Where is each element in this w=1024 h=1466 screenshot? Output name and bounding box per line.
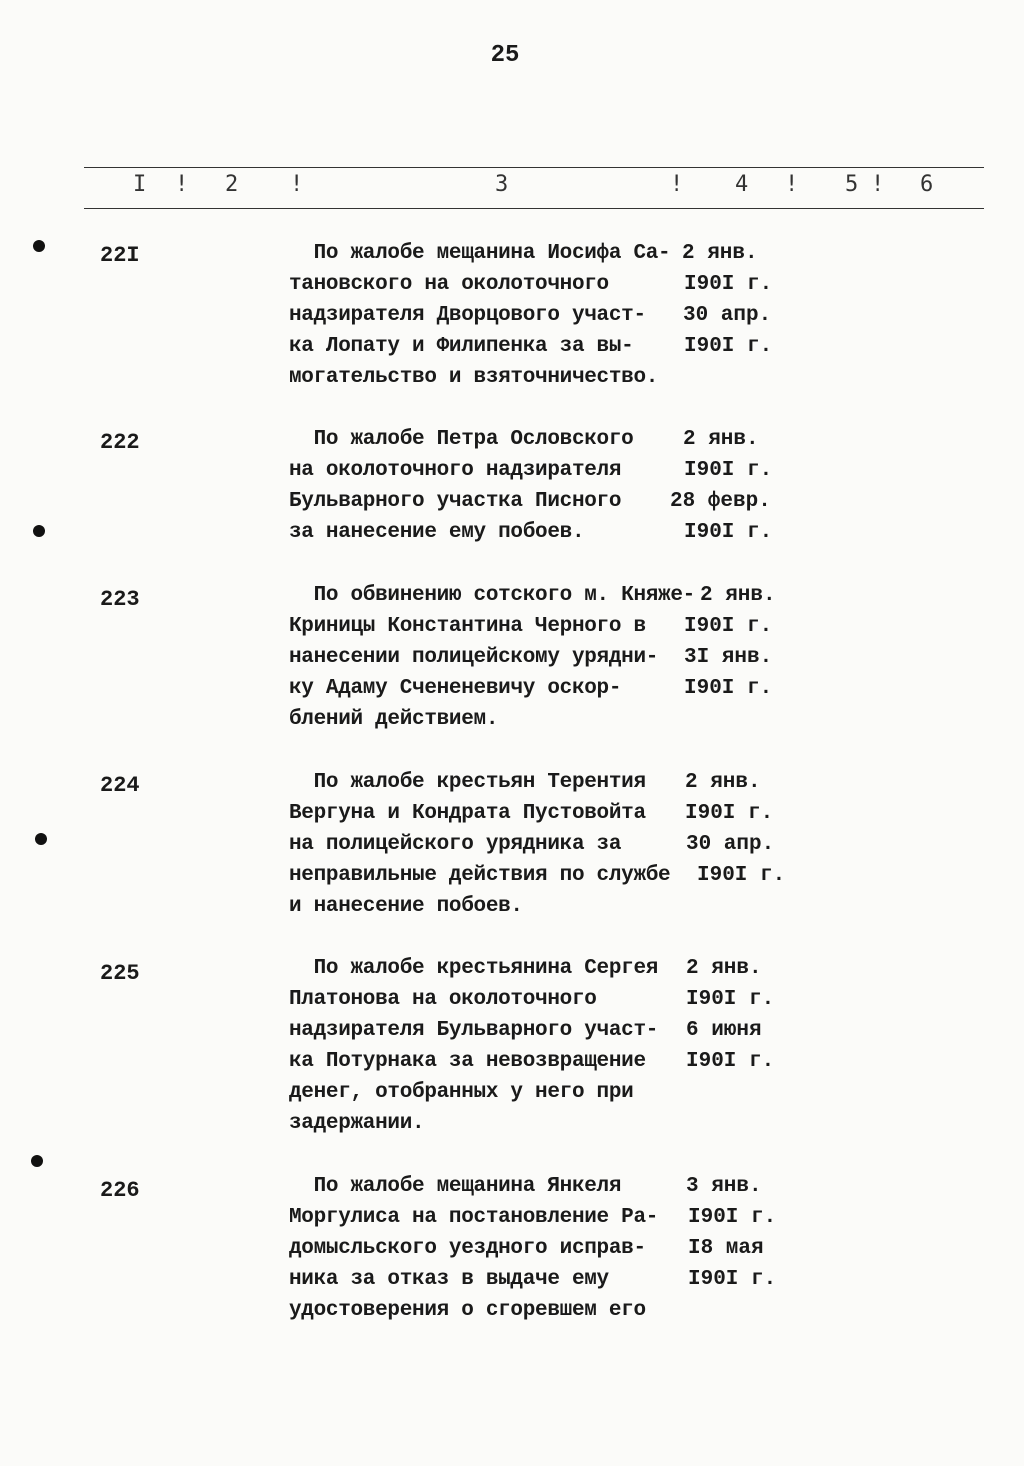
record-text-line: на околоточного надзирателя — [289, 459, 622, 482]
record-text-line: По жалобе мещанина Иосифа Са- — [289, 242, 671, 265]
record-text-line: Платонова на околоточного — [289, 988, 597, 1011]
record-number: 222 — [100, 430, 140, 455]
table-header-bottom-rule — [84, 208, 984, 209]
record-text-line: По обвинению сотского м. Княже- — [289, 584, 695, 607]
record-text-line: надзирателя Дворцового участ- — [289, 304, 646, 327]
record-end-date: I8 мая — [688, 1237, 764, 1260]
record-start-date: 2 янв. — [685, 771, 761, 794]
binding-hole-mark — [33, 240, 45, 252]
record-text-line: ку Адаму Счененевичу оскор- — [289, 677, 622, 700]
column-header-2: 2 — [225, 172, 239, 197]
record-text-line: По жалобе крестьян Терентия — [289, 771, 646, 794]
record-start-date: 2 янв. — [700, 584, 776, 607]
binding-hole-mark — [35, 833, 47, 845]
record-end-date: 6 июня — [686, 1019, 762, 1042]
record-text-line: неправильные действия по службе — [289, 864, 671, 887]
record-end-date: 3I янв. — [684, 646, 773, 669]
record-text-line: ника за отказ в выдаче ему — [289, 1268, 609, 1291]
record-text-line: нанесении полицейскому урядни- — [289, 646, 659, 669]
table-header-top-rule — [84, 167, 984, 168]
record-text-line: блений действием. — [289, 708, 499, 731]
record-number: 225 — [100, 961, 140, 986]
column-header-5: 5 — [845, 172, 859, 197]
record-text-line: денег, отобранных у него при — [289, 1081, 634, 1104]
record-start-date: 2 янв. — [686, 957, 762, 980]
record-number: 224 — [100, 773, 140, 798]
record-end-year: I90I г. — [686, 1050, 775, 1073]
record-text-line: По жалобе крестьянина Сергея — [289, 957, 659, 980]
record-text-line: По жалобе Петра Ословского — [289, 428, 634, 451]
column-separator: ! — [785, 172, 799, 197]
record-text-line: ка Лопату и Филипенка за вы- — [289, 335, 634, 358]
record-number: 223 — [100, 587, 140, 612]
record-text-line: тановского на околоточного — [289, 273, 609, 296]
record-number: 22I — [100, 243, 140, 268]
column-separator: ! — [670, 172, 684, 197]
record-end-year: I90I г. — [684, 677, 773, 700]
column-separator: ! — [290, 172, 304, 197]
record-text-line: домысльского уездного исправ- — [289, 1237, 646, 1260]
record-start-date: 2 янв. — [682, 242, 758, 265]
column-header-4: 4 — [735, 172, 749, 197]
record-number: 226 — [100, 1178, 140, 1203]
record-text-line: задержании. — [289, 1112, 425, 1135]
record-start-year: I90I г. — [684, 273, 773, 296]
binding-hole-mark — [33, 525, 45, 537]
record-start-year: I90I г. — [684, 615, 773, 638]
record-text-line: и нанесение побоев. — [289, 895, 523, 918]
record-end-date: 28 февр. — [670, 490, 771, 513]
record-text-line: ка Потурнака за невозвращение — [289, 1050, 646, 1073]
record-start-date: 3 янв. — [686, 1175, 762, 1198]
column-header-6: 6 — [920, 172, 934, 197]
record-text-line: Бульварного участка Писного — [289, 490, 622, 513]
record-start-year: I90I г. — [686, 988, 775, 1011]
record-end-year: I90I г. — [688, 1268, 777, 1291]
record-text-line: надзирателя Бульварного участ- — [289, 1019, 659, 1042]
record-text-line: Вергуна и Кондрата Пустовойта — [289, 802, 646, 825]
record-text-line: могательство и взяточничество. — [289, 366, 659, 389]
column-header-1: I — [133, 172, 147, 197]
column-separator: ! — [175, 172, 189, 197]
column-separator: ! — [871, 172, 885, 197]
binding-hole-mark — [31, 1155, 43, 1167]
record-text-line: за нанесение ему побоев. — [289, 521, 585, 544]
record-end-date: 30 апр. — [683, 304, 772, 327]
record-start-year: I90I г. — [685, 802, 774, 825]
record-end-year: I90I г. — [684, 521, 773, 544]
record-text-line: на полицейского урядника за — [289, 833, 622, 856]
column-header-3: 3 — [495, 172, 509, 197]
record-end-year: I90I г. — [684, 335, 773, 358]
page-number: 25 — [490, 42, 520, 69]
record-text-line: Моргулиса на постановление Ра- — [289, 1206, 659, 1229]
record-text-line: Криницы Константина Черного в — [289, 615, 646, 638]
record-start-date: 2 янв. — [683, 428, 759, 451]
record-text-line: По жалобе мещанина Янкеля — [289, 1175, 622, 1198]
record-end-date: 30 апр. — [686, 833, 775, 856]
record-text-line: удостоверения о сгоревшем его — [289, 1299, 646, 1322]
record-start-year: I90I г. — [688, 1206, 777, 1229]
record-start-year: I90I г. — [684, 459, 773, 482]
record-end-year: I90I г. — [697, 864, 786, 887]
